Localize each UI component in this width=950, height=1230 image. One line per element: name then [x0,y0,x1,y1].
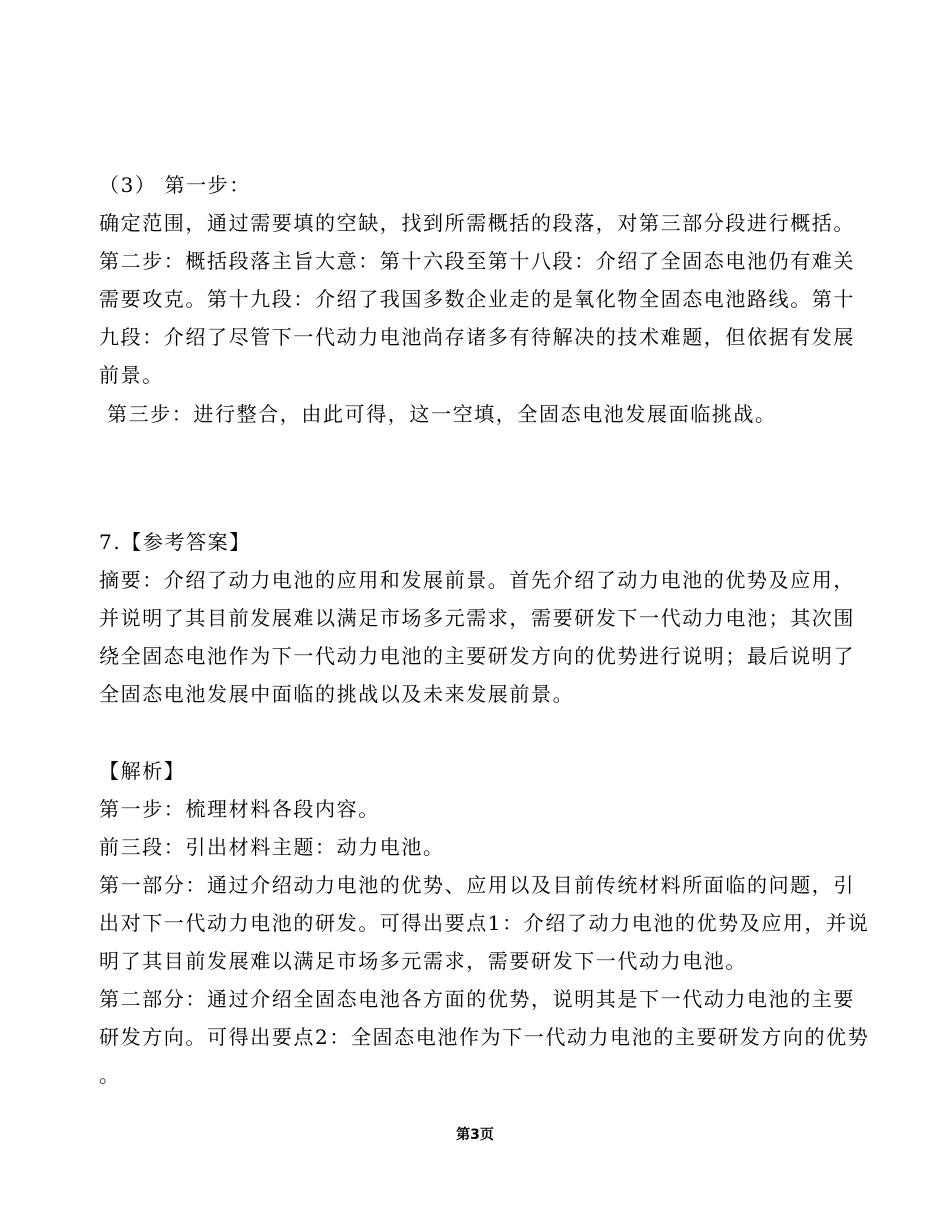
paragraph-line: 九段：介绍了尽管下一代动力电池尚存诸多有待解决的技术难题，但依据有发展 [99,325,855,349]
paragraph-line: 确定范围，通过需要填的空缺，找到所需概括的段落，对第三部分段进行概括。 [99,211,855,235]
summary-line: 绕全固态电池作为下一代动力电池的主要研发方向的优势进行说明；最后说明了 [99,644,855,668]
step-heading: （3） 第一步： [99,173,251,197]
analysis-line: 明了其目前发展难以满足市场多元需求，需要研发下一代动力电池。 [99,949,747,973]
paragraph-line: 第二步：概括段落主旨大意：第十六段至第十八段：介绍了全固态电池仍有难关 [99,249,855,273]
page-number: 第3页 [456,1127,494,1143]
paragraph-line: 前景。 [99,363,164,387]
analysis-line: 研发方向。可得出要点2：全固态电池作为下一代动力电池的主要研发方向的优势 [99,1025,870,1049]
analysis-heading: 【解析】 [99,759,186,783]
summary-line: 并说明了其目前发展难以满足市场多元需求，需要研发下一代动力电池；其次围 [99,606,855,630]
summary-line: 全固态电池发展中面临的挑战以及未来发展前景。 [99,682,575,706]
analysis-line: 第一部分：通过介绍动力电池的优势、应用以及目前传统材料所面临的问题，引 [99,873,855,897]
analysis-line: 。 [99,1063,121,1087]
answer-heading: 7.【参考答案】 [99,530,251,554]
analysis-line: 出对下一代动力电池的研发。可得出要点1：介绍了动力电池的优势及应用，并说 [99,911,870,935]
summary-line: 摘要：介绍了动力电池的应用和发展前景。首先介绍了动力电池的优势及应用， [99,568,855,592]
paragraph-line: 需要攻克。第十九段：介绍了我国多数企业走的是氧化物全固态电池路线。第十 [99,287,855,311]
analysis-line: 第二部分：通过介绍全固态电池各方面的优势，说明其是下一代动力电池的主要 [99,987,855,1011]
analysis-line: 第一步：梳理材料各段内容。 [99,797,380,821]
paragraph-line: 第三步：进行整合，由此可得，这一空填，全固态电池发展面临挑战。 [107,402,777,426]
analysis-line: 前三段：引出材料主题：动力电池。 [99,835,445,859]
